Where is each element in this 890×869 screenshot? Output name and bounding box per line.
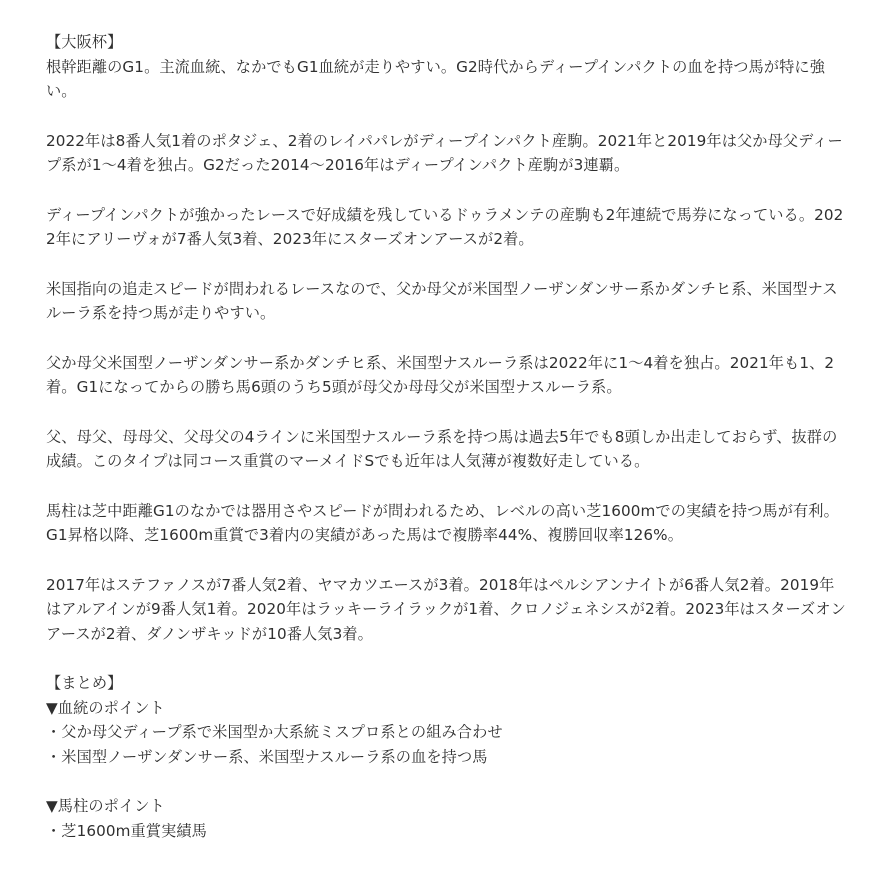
paragraph-2022-results: 2022年は8番人気1着のポタジェ、2着のレイパパレがディープインパクト産駒。2021年と2019年は父か母父ディープ系が1～4着を独占。G2だった2014～2016年はディープインパクト産駒が3連覇。 — [46, 131, 843, 174]
bloodline-title: ▼血統のポイント — [46, 698, 165, 717]
bloodline-item: ・父か母父ディープ系で米国型か大系統ミスプロ系との組み合わせ — [46, 723, 503, 741]
paragraph-us-lines-record: 父か母父米国型ノーザンダンサー系かダンチヒ系、米国型ナスルーラ系は2022年に1～4着を独占。2021年も1、2着。G1になってからの勝ち馬6頭のうち5頭が母父か母母父が米国型ナスルーラ系。 — [46, 353, 835, 396]
article-body — [46, 30, 846, 868]
intro-text: 根幹距離のG1。主流血統、なかでもG1血統が走りやすい。G2時代からディープインパクトの血を持つ馬が特に強い。 — [46, 57, 825, 100]
bloodline-item: ・米国型ノーザンダンサー系、米国型ナスルーラ系の血を持つ馬 — [46, 747, 488, 766]
summary-section — [46, 671, 846, 769]
umabashira-title: ▼馬柱のポイント — [46, 797, 165, 815]
paragraph-duramente: ディープインパクトが強かったレースで好成績を残しているドゥラメンテの産駒も2年連続で馬券になっている。2022年にアリーヴォが7番人気3着、2023年にスターズオンアースが2着。 — [46, 205, 844, 248]
umabashira-section — [46, 794, 846, 843]
umabashira-item: ・芝1600m重賞実績馬 — [46, 821, 207, 840]
paragraph-umabashira: 馬柱は芝中距離G1のなかでは器用さやスピードが問われるため、レベルの高い芝1600mでの実績を持つ馬が有利。G1昇格以降、芝1600m重賞で3着内の実績があった馬はで複勝率44%、複勝回収率126%。 — [46, 501, 839, 544]
summary-heading: 【まとめ】 — [46, 674, 123, 692]
intro-section — [46, 30, 846, 104]
race-heading: 【大阪杯】 — [46, 33, 123, 51]
paragraph-past-results: 2017年はステファノスが7番人気2着、ヤマカツエースが3着。2018年はペルシアンナイトが6番人気2着。2019年はアルアインが9番人気1着。2020年はラッキーライラックが1着、クロノジェネシスが2着。2023年はスターズオンアースが2着、ダノンザキッドが10番人気3着。 — [46, 575, 846, 643]
paragraph-nasrullah-four-lines: 父、母父、母母父、父母父の4ラインに米国型ナスルーラ系を持つ馬は過去5年でも8頭しか出走しておらず、抜群の成績。このタイプは同コース重賞のマーメイドSでも近年は人気薄が複数好走している。 — [46, 427, 838, 470]
paragraph-us-speed: 米国指向の追走スピードが問われるレースなので、父か母父が米国型ノーザンダンサー系かダンチヒ系、米国型ナスルーラ系を持つ馬が走りやすい。 — [46, 279, 838, 322]
